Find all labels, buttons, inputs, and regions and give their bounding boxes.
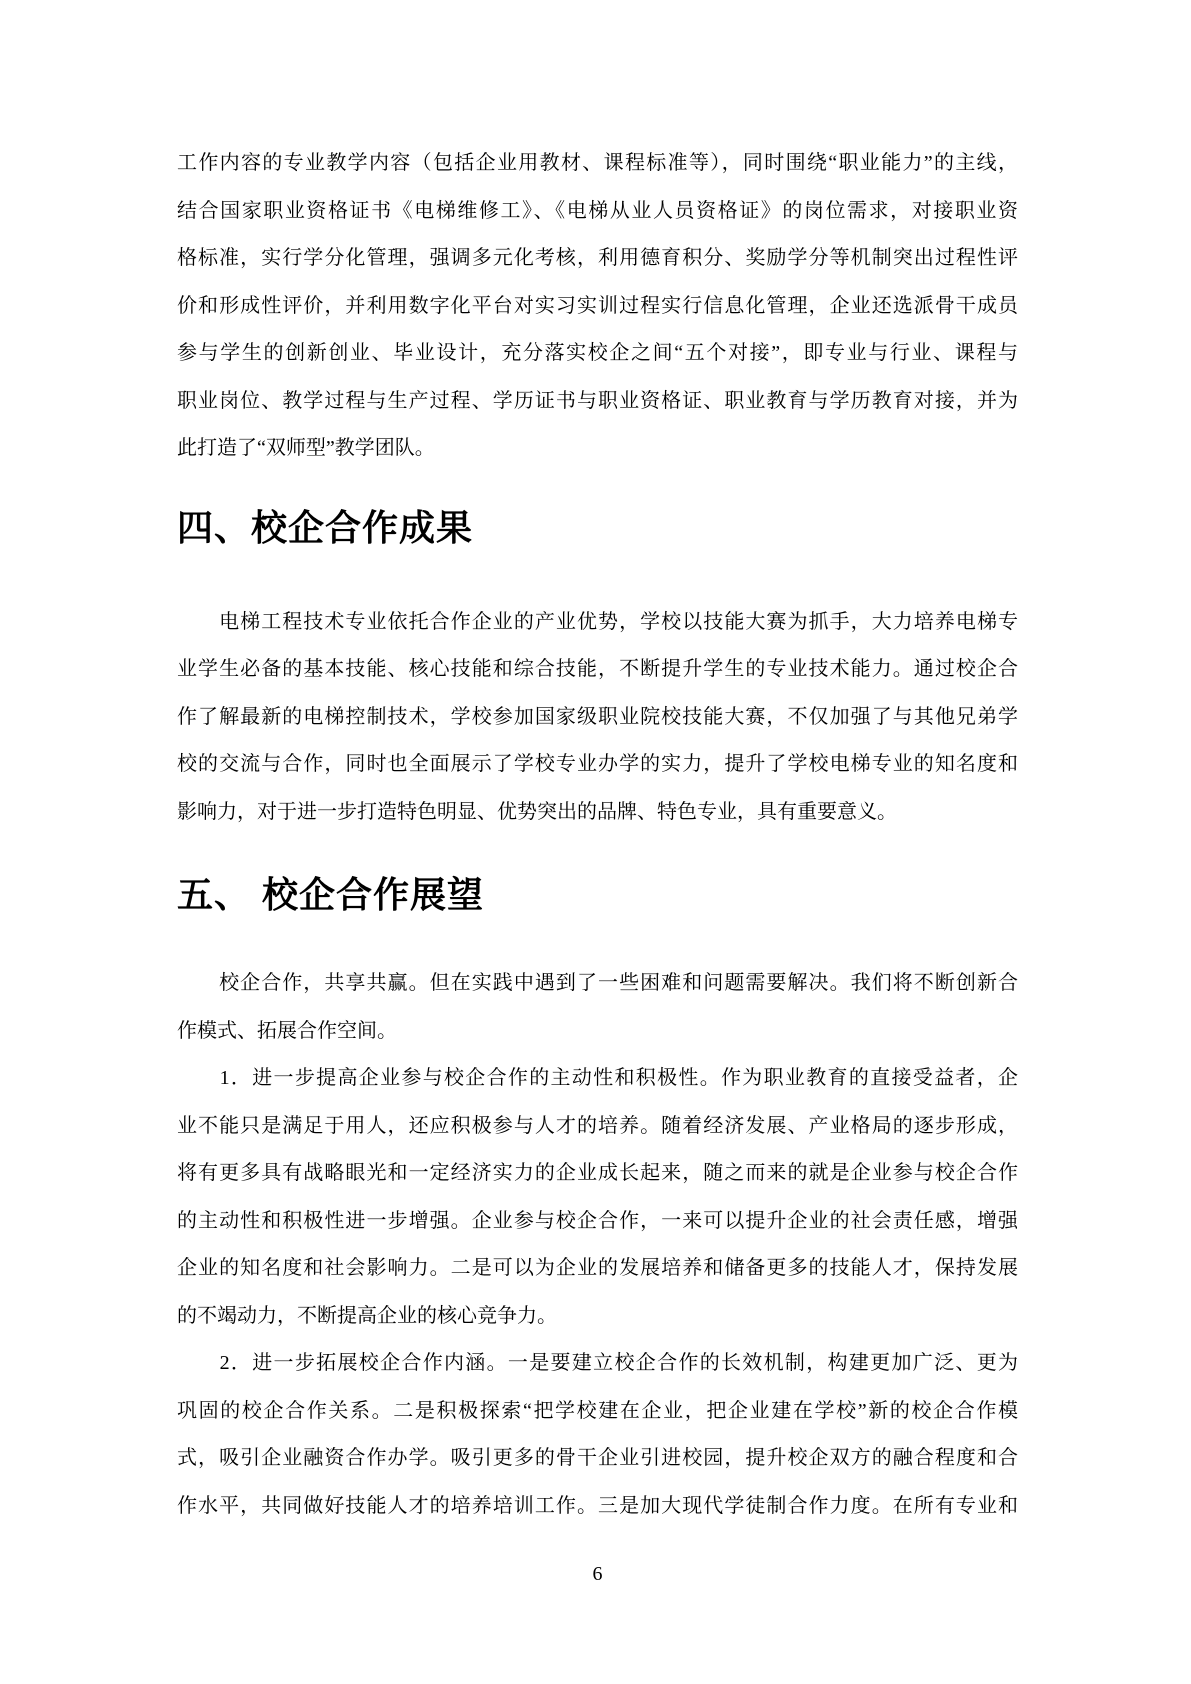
achievements-paragraph bbox=[177, 599, 1018, 837]
text-line: 作水平，共同做好技能人才的培养培训工作。三是加大现代学徒制合作力度。在所有专业和 bbox=[177, 1494, 1018, 1517]
text-line: 影响力，对于进一步打造特色明显、优势突出的品牌、特色专业，具有重要意义。 bbox=[177, 800, 897, 823]
text-line: 2．进一步拓展校企合作内涵。一是要建立校企合作的长效机制，构建更加广泛、更为 bbox=[177, 1352, 1018, 1374]
text-line: 业学生必备的基本技能、核心技能和综合技能，不断提升学生的专业技术能力。通过校企合 bbox=[177, 658, 1018, 680]
text-line: 电梯工程技术专业依托合作企业的产业优势，学校以技能大赛为抓手，大力培养电梯专 bbox=[177, 610, 1018, 633]
intro-paragraph bbox=[177, 140, 1018, 473]
text-line: 作模式、拓展合作空间。 bbox=[177, 1019, 397, 1042]
heading-section-4-achievements: 四、校企合作成果 bbox=[177, 506, 474, 548]
text-line: 校的交流与合作，同时也全面展示了学校专业办学的实力，提升了学校电梯专业的知名度和 bbox=[177, 753, 1018, 775]
text-line: 作了解最新的电梯控制技术，学校参加国家级职业院校技能大赛，不仅加强了与其他兄弟学 bbox=[177, 705, 1018, 728]
text-line: 巩固的校企合作关系。二是积极探索“把学校建在企业，把企业建在学校”新的校企合作模 bbox=[177, 1399, 1018, 1422]
text-line: 此打造了“双师型”教学团队。 bbox=[177, 437, 435, 459]
text-line: 校企合作，共享共赢。但在实践中遇到了一些困难和问题需要解决。我们将不断创新合 bbox=[177, 972, 1018, 994]
outlook-point-2-paragraph bbox=[177, 1340, 1018, 1530]
text-line: 的不竭动力，不断提高企业的核心竞争力。 bbox=[177, 1304, 557, 1327]
text-line: 工作内容的专业教学内容（包括企业用教材、课程标准等），同时围绕“职业能力”的主线， bbox=[177, 152, 1018, 174]
page-content bbox=[177, 0, 1018, 1586]
page-number: 6 bbox=[592, 1563, 603, 1585]
text-line: 职业岗位、教学过程与生产过程、学历证书与职业资格证、职业教育与学历教育对接，并为 bbox=[177, 389, 1018, 412]
text-line: 业不能只是满足于用人，还应积极参与人才的培养。随着经济发展、产业格局的逐步形成， bbox=[177, 1114, 1018, 1137]
text-line: 格标准，实行学分化管理，强调多元化考核，利用德育积分、奖励学分等机制突出过程性评 bbox=[177, 247, 1018, 269]
text-line: 式，吸引企业融资合作办学。吸引更多的骨干企业引进校园，提升校企双方的融合程度和合 bbox=[177, 1447, 1018, 1469]
outlook-intro-paragraph bbox=[177, 960, 1018, 1055]
outlook-point-1-paragraph bbox=[177, 1055, 1018, 1340]
text-line: 结合国家职业资格证书《电梯维修工》、《电梯从业人员资格证》的岗位需求，对接职业资 bbox=[177, 199, 1018, 222]
text-line: 参与学生的创新创业、毕业设计，充分落实校企之间“五个对接”，即专业与行业、课程与 bbox=[177, 342, 1018, 364]
text-line: 的主动性和积极性进一步增强。企业参与校企合作，一来可以提升企业的社会责任感，增强 bbox=[177, 1209, 1018, 1232]
text-line: 价和形成性评价，并利用数字化平台对实习实训过程实行信息化管理，企业还选派骨干成员 bbox=[177, 294, 1018, 317]
text-line: 将有更多具有战略眼光和一定经济实力的企业成长起来，随之而来的就是企业参与校企合作 bbox=[177, 1162, 1018, 1184]
heading-section-5-outlook: 五、 校企合作展望 bbox=[177, 874, 485, 915]
text-line: 企业的知名度和社会影响力。二是可以为企业的发展培养和储备更多的技能人才，保持发展 bbox=[177, 1257, 1018, 1279]
text-line: 1．进一步提高企业参与校企合作的主动性和积极性。作为职业教育的直接受益者，企 bbox=[177, 1067, 1018, 1089]
